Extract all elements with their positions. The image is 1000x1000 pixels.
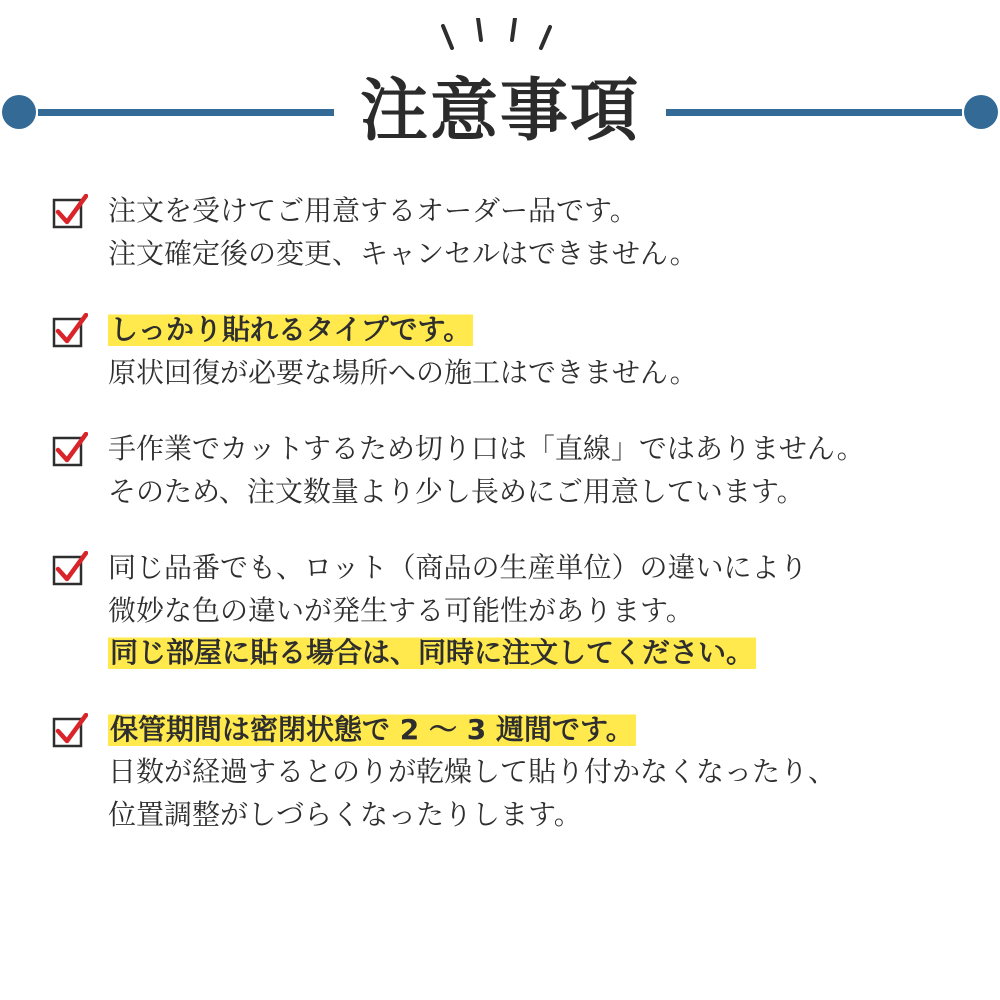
rule-line-right — [666, 109, 962, 116]
notice-list — [52, 190, 952, 871]
notice-line: 微妙な色の違いが発生する可能性があります。 — [108, 593, 694, 627]
notice-item-text — [108, 309, 952, 394]
highlighted-text: 保管期間は密閉状態で 2 〜 3 週間です。 — [110, 712, 634, 746]
checkbox-checked-icon — [52, 713, 88, 749]
rule-line-left — [38, 109, 334, 116]
title-rule-row — [0, 62, 1000, 162]
checkbox-checked-icon — [52, 194, 88, 230]
notice-item-text — [108, 709, 952, 837]
notice-line: そのため、注文数量より少し長めにご用意しています。 — [108, 474, 805, 508]
notice-item — [52, 547, 952, 675]
notice-line — [108, 309, 952, 352]
notice-line — [108, 709, 952, 752]
notice-item-text — [108, 547, 952, 675]
notice-line — [108, 632, 952, 675]
notice-item — [52, 309, 952, 394]
notice-item — [52, 190, 952, 275]
notice-line: 注文確定後の変更、キャンセルはできません。 — [108, 236, 698, 270]
notice-line: 手作業でカットするため切り口は「直線」ではありません。 — [108, 432, 865, 466]
notice-line: 注文を受けてご用意するオーダー品です。 — [108, 194, 638, 227]
rule-dot-right — [964, 95, 998, 129]
notice-line: 日数が経過するとのりが乾燥して貼り付かなくなったり、 — [108, 755, 837, 789]
notice-item — [52, 428, 952, 513]
highlighted-text: しっかり貼れるタイプです。 — [110, 313, 472, 347]
checkbox-checked-icon — [52, 432, 88, 468]
notice-item-text — [108, 428, 952, 513]
notice-item — [52, 709, 952, 837]
checkbox-checked-icon — [52, 551, 88, 587]
notice-item-text — [108, 190, 952, 275]
checkbox-checked-icon — [52, 313, 88, 349]
rule-dot-left — [2, 95, 36, 129]
page-title: 注意事項 — [360, 72, 641, 151]
notice-line: 位置調整がしづらくなったりします。 — [108, 798, 582, 832]
notice-line: 同じ品番でも、ロット（商品の生産単位）の違いにより — [108, 551, 808, 585]
notice-line: 原状回復が必要な場所への施工はできません。 — [108, 355, 698, 389]
page-header — [0, 0, 1000, 170]
highlighted-text: 同じ部屋に貼る場合は、同時に注文してください。 — [110, 636, 755, 670]
